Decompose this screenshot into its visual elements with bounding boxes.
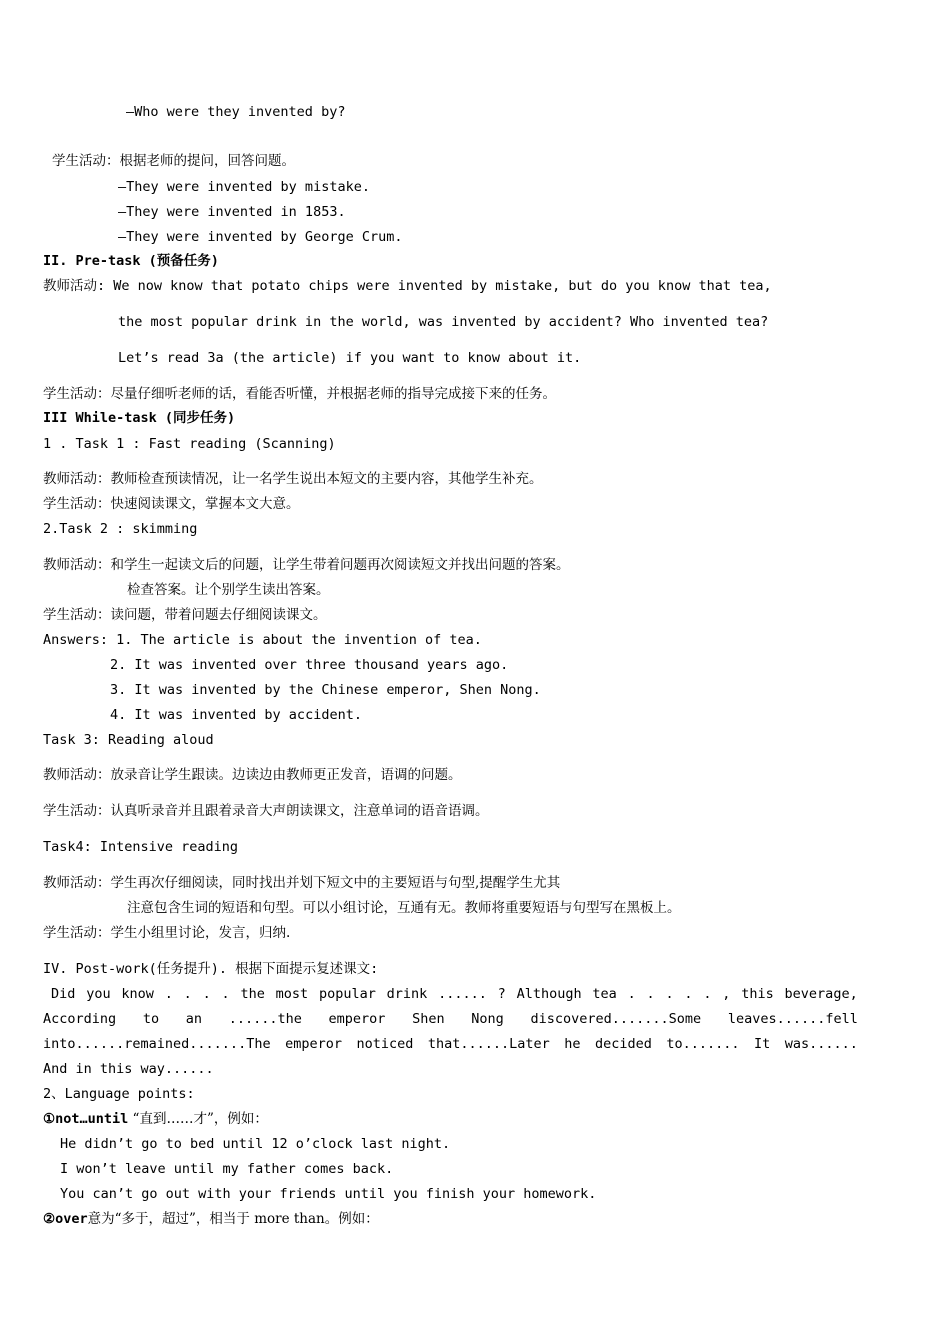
teacher-activity-line: 检查答案。让个别学生读出答案。 xyxy=(127,582,330,598)
language-point-desc: “直到……才”，例如： xyxy=(128,1111,268,1127)
retell-word: discovered.......Some xyxy=(530,1011,702,1027)
retell-word: . xyxy=(646,986,655,1002)
language-point-1 xyxy=(43,1110,268,1128)
answers-line: 2. It was invented over three thousand years ago. xyxy=(110,657,509,673)
answer-line: —They were invented by George Crum. xyxy=(118,229,403,245)
example-sentence: You can’t go out with your friends until you finish your homework. xyxy=(60,1186,597,1202)
retell-word: emperor xyxy=(285,1036,342,1052)
retell-word: Shen xyxy=(412,1011,445,1027)
retell-word: decided xyxy=(595,1036,652,1052)
teacher-activity-line: 教师活动：教师检查预读情况，让一名学生说出本短文的主要内容，其他学生补充。 xyxy=(43,471,543,487)
retell-line-1 xyxy=(43,985,858,1003)
answer-line: —They were invented by mistake. xyxy=(118,179,370,195)
teacher-activity-line: 教师活动：和学生一起读文后的问题，让学生带着问题再次阅读短文并找出问题的答案。 xyxy=(43,557,570,573)
teacher-activity-line: 注意包含生词的短语和句型。可以小组讨论，互通有无。教师将重要短语与句型写在黑板上。 xyxy=(127,900,681,916)
retell-word: . xyxy=(164,986,173,1002)
example-sentence: I won’t leave until my father comes back. xyxy=(60,1161,394,1177)
student-activity-label: 学生活动：根据老师的提问，回答问题。 xyxy=(52,153,295,169)
student-activity-line: 学生活动：尽量仔细听老师的话，看能否听懂，并根据老师的指导完成接下来的任务。 xyxy=(43,386,556,402)
student-activity-line: 学生活动：快速阅读课文，掌握本文大意。 xyxy=(43,496,300,512)
retell-word: to....... xyxy=(666,1036,740,1052)
retell-word: most xyxy=(275,986,309,1002)
section-heading-post-work: IV. Post-work(任务提升). 根据下面提示复述课文: xyxy=(43,961,379,977)
student-activity-line: 学生活动：学生小组里讨论，发言，归纳. xyxy=(43,925,291,941)
student-activity-line: 学生活动：认真听录音并且跟着录音大声朗读课文，注意单词的语音语调。 xyxy=(43,803,489,819)
retell-word: emperor xyxy=(328,1011,386,1027)
retell-word: According xyxy=(43,1011,117,1027)
answers-line: 3. It was invented by the Chinese emperor, Shen Nong. xyxy=(110,682,541,698)
dialogue-question: —Who were they invented by? xyxy=(126,104,346,120)
task-heading: Task4: Intensive reading xyxy=(43,839,239,855)
teacher-activity-line: the most popular drink in the world, was invented by accident? Who invented tea? xyxy=(118,314,769,330)
retell-word: know xyxy=(121,986,154,1002)
retell-word: ? xyxy=(497,986,506,1002)
example-sentence: He didn’t go to bed until 12 o’clock last night. xyxy=(60,1136,451,1152)
retell-word: you xyxy=(86,986,111,1002)
retell-line-4: And in this way...... xyxy=(43,1061,214,1077)
language-point-2 xyxy=(43,1210,379,1228)
retell-word: tea xyxy=(592,986,617,1002)
retell-word: Did xyxy=(51,986,76,1002)
retell-word: to xyxy=(142,1011,160,1027)
answer-line: —They were invented in 1853. xyxy=(118,204,346,220)
teacher-activity-line: 教师活动: We now know that potato chips were invented by mistake, but do you know that tea, xyxy=(43,278,772,294)
retell-word: the xyxy=(240,986,265,1002)
section-heading-while-task: III While-task (同步任务) xyxy=(43,410,236,426)
retell-word: ...... xyxy=(438,986,487,1002)
section-heading-pre-task: II. Pre-task (预备任务) xyxy=(43,253,219,269)
retell-line-3 xyxy=(43,1035,858,1053)
answers-line: Answers: 1. The article is about the invention of tea. xyxy=(43,632,482,648)
retell-word: popular xyxy=(318,986,376,1002)
task-heading: 2.Task 2 : skimming xyxy=(43,521,198,537)
retell-word: ......the xyxy=(228,1011,302,1027)
retell-word: . xyxy=(202,986,211,1002)
retell-word: Nong xyxy=(471,1011,504,1027)
retell-word: . xyxy=(703,986,712,1002)
retell-word: Although xyxy=(516,986,582,1002)
answers-line: 4. It was invented by accident. xyxy=(110,707,362,723)
retell-word: drink xyxy=(386,986,428,1002)
teacher-activity-line: 教师活动：放录音让学生跟读。边读边由教师更正发音，语调的问题。 xyxy=(43,767,462,783)
retell-word: that......Later xyxy=(427,1036,550,1052)
retell-word: leaves......fell xyxy=(727,1011,858,1027)
retell-word: into......remained.......The xyxy=(43,1036,271,1052)
task-heading: 1 . Task 1 : Fast reading (Scanning) xyxy=(43,436,336,452)
retell-word: . xyxy=(684,986,693,1002)
retell-word: . xyxy=(627,986,636,1002)
language-points-heading: 2、Language points: xyxy=(43,1086,195,1102)
retell-word: It xyxy=(754,1036,771,1052)
task-heading: Task 3: Reading aloud xyxy=(43,732,214,748)
retell-word: noticed xyxy=(356,1036,414,1052)
retell-word: he xyxy=(564,1036,581,1052)
retell-word: , xyxy=(722,986,731,1002)
language-point-term: ①not…until xyxy=(43,1111,129,1127)
retell-word: an xyxy=(185,1011,203,1027)
retell-word: beverage, xyxy=(784,986,858,1002)
teacher-activity-line: Let’s read 3a (the article) if you want to know about it. xyxy=(118,350,582,366)
language-point-desc: 意为“多于，超过”，相当于 more than。例如： xyxy=(87,1211,379,1227)
retell-word: . xyxy=(183,986,192,1002)
student-activity-line: 学生活动：读问题，带着问题去仔细阅读课文。 xyxy=(43,607,327,623)
retell-word: . xyxy=(221,986,230,1002)
teacher-activity-line: 教师活动：学生再次仔细阅读，同时找出并划下短文中的主要短语与句型,提醒学生尤其 xyxy=(43,875,561,891)
retell-line-2 xyxy=(43,1010,858,1028)
language-point-term: ②over xyxy=(43,1211,88,1227)
retell-word: this xyxy=(741,986,774,1002)
retell-word: . xyxy=(665,986,674,1002)
retell-word: was...... xyxy=(784,1036,858,1052)
